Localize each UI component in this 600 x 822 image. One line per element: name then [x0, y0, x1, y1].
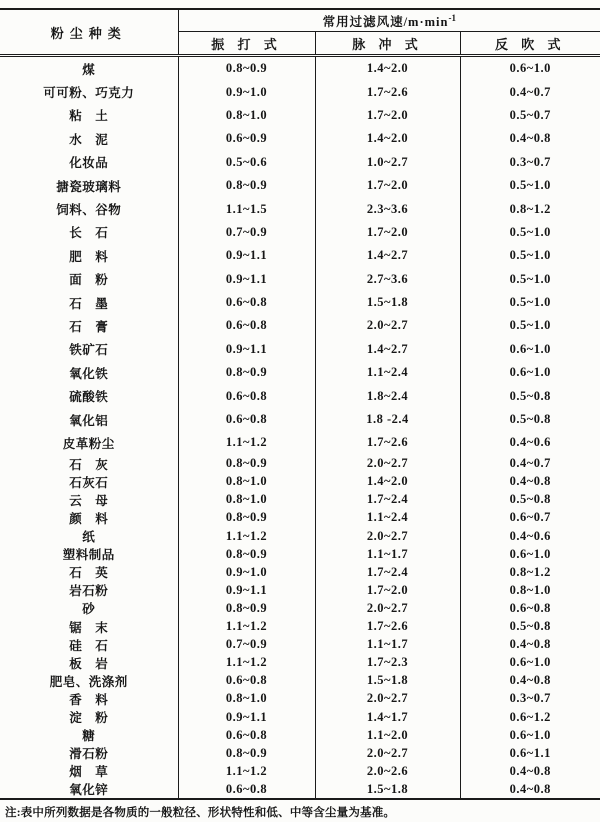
- table-row: [0, 563, 600, 581]
- filter-speed-value-cell: 0.5~1.0: [460, 244, 600, 267]
- filter-speed-value-cell: 2.0~2.7: [315, 527, 460, 545]
- filter-speed-title: 常用过滤风速/m·min: [322, 14, 449, 29]
- filter-speed-value-cell: 0.6~0.7: [460, 509, 600, 527]
- filter-speed-value-cell: 1.1~1.2: [178, 617, 315, 635]
- dust-type-cell: 氧化锌: [69, 783, 109, 798]
- table-row: [0, 545, 600, 563]
- table-row: [0, 244, 600, 267]
- filter-speed-value-cell: 1.7~2.4: [315, 563, 460, 581]
- filter-speed-value-cell: 0.5~0.7: [460, 104, 600, 127]
- filter-speed-value-cell: 0.4~0.8: [460, 780, 600, 799]
- table-row: [0, 581, 600, 599]
- filter-speed-value-cell: 0.6~1.0: [460, 338, 600, 361]
- column-header-pulse-type: 脉 冲 式: [315, 32, 460, 56]
- column-header-dust-type: 粉尘种类: [0, 9, 178, 56]
- filter-speed-value-cell: 0.6~0.8: [178, 780, 315, 799]
- filter-speed-value-cell: 2.0~2.7: [315, 455, 460, 473]
- filter-speed-value-cell: 1.1~2.4: [315, 361, 460, 384]
- filter-speed-value-cell: 0.6~0.8: [178, 408, 315, 431]
- filter-speed-value-cell: 0.6~0.9: [178, 127, 315, 150]
- filter-speed-value-cell: 1.1~1.7: [315, 636, 460, 654]
- table-row: [0, 314, 600, 337]
- table-row: [0, 636, 600, 654]
- filter-speed-value-cell: 0.5~0.6: [178, 151, 315, 174]
- table-row: [0, 338, 600, 361]
- filter-speed-value-cell: 2.0~2.7: [315, 690, 460, 708]
- column-header-vibrating-type: 振 打 式: [178, 32, 315, 56]
- filter-speed-value-cell: 1.5~1.8: [315, 780, 460, 799]
- filter-speed-value-cell: 0.8~1.0: [178, 491, 315, 509]
- table-row: [0, 408, 600, 431]
- dust-type-cell: 化妆品: [69, 156, 109, 171]
- filter-speed-value-cell: 0.9~1.1: [178, 244, 315, 267]
- filter-speed-value-cell: 1.7~2.6: [315, 80, 460, 103]
- filter-speed-value-cell: 0.8~0.9: [178, 744, 315, 762]
- filter-speed-value-cell: 0.6~1.0: [460, 726, 600, 744]
- dust-type-cell: 石灰石: [69, 475, 109, 490]
- dust-type-cell: 饲料、谷物: [56, 203, 122, 218]
- filter-speed-value-cell: 0.9~1.0: [178, 80, 315, 103]
- filter-speed-value-cell: 0.8~1.0: [460, 581, 600, 599]
- filter-speed-value-cell: 0.6~1.0: [460, 545, 600, 563]
- dust-type-cell: 石 英: [69, 566, 109, 581]
- dust-type-cell: 肥 料: [69, 249, 109, 264]
- filter-speed-value-cell: 0.4~0.6: [460, 527, 600, 545]
- filter-speed-value-cell: 0.5~1.0: [460, 314, 600, 337]
- filter-speed-value-cell: 1.7~2.4: [315, 491, 460, 509]
- filter-speed-value-cell: 0.8~1.0: [178, 104, 315, 127]
- table-body: [0, 56, 600, 800]
- filter-speed-value-cell: 0.8~1.0: [178, 690, 315, 708]
- filter-speed-value-cell: 0.4~0.8: [460, 127, 600, 150]
- table-row: [0, 104, 600, 127]
- filter-speed-value-cell: 0.5~0.8: [460, 384, 600, 407]
- table-row: [0, 654, 600, 672]
- filter-speed-value-cell: 1.4~2.0: [315, 127, 460, 150]
- column-header-back-blow-type: 反 吹 式: [460, 32, 600, 56]
- filter-speed-value-cell: 0.3~0.7: [460, 151, 600, 174]
- dust-type-cell: 硫酸铁: [69, 390, 109, 405]
- filter-speed-value-cell: 0.7~0.9: [178, 221, 315, 244]
- table-row: [0, 473, 600, 491]
- dust-type-cell: 可可粉、巧克力: [43, 86, 135, 101]
- filter-speed-value-cell: 1.1~2.0: [315, 726, 460, 744]
- dust-type-cell: 氧化铁: [69, 366, 109, 381]
- filter-speed-value-cell: 0.6~0.8: [178, 672, 315, 690]
- filter-speed-value-cell: 2.0~2.7: [315, 744, 460, 762]
- filter-speed-value-cell: 0.9~1.0: [178, 563, 315, 581]
- dust-type-cell: 烟 草: [69, 765, 109, 780]
- table-row: [0, 708, 600, 726]
- dust-type-cell: 颜 料: [69, 511, 109, 526]
- dust-type-cell: 铁矿石: [69, 343, 109, 358]
- filter-speed-value-cell: 1.8 -2.4: [315, 408, 460, 431]
- filter-speed-value-cell: 0.8~0.9: [178, 174, 315, 197]
- table-footnote: 注:表中所列数据是各物质的一般粒径、形状特性和低、中等含尘量为基准。: [5, 807, 396, 820]
- filter-speed-value-cell: 1.8~2.4: [315, 384, 460, 407]
- table-row: [0, 221, 600, 244]
- dust-type-cell: 砂: [82, 602, 96, 617]
- filter-speed-value-cell: 0.6~1.1: [460, 744, 600, 762]
- table-row: [0, 431, 600, 454]
- filter-speed-value-cell: 1.7~2.0: [315, 221, 460, 244]
- filter-speed-value-cell: 0.9~1.1: [178, 708, 315, 726]
- filter-speed-value-cell: 0.6~0.8: [178, 291, 315, 314]
- dust-type-cell: 云 母: [69, 493, 109, 508]
- filter-speed-value-cell: 1.1~1.5: [178, 197, 315, 220]
- dust-type-cell: 水 泥: [69, 132, 109, 147]
- filter-speed-value-cell: 0.5~1.0: [460, 268, 600, 291]
- dust-type-cell: 糖: [82, 729, 96, 744]
- filter-speed-value-cell: 0.8~0.9: [178, 56, 315, 81]
- filter-speed-value-cell: 1.7~2.6: [315, 431, 460, 454]
- filter-speed-value-cell: 0.7~0.9: [178, 636, 315, 654]
- filter-speed-value-cell: 0.8~0.9: [178, 509, 315, 527]
- filter-speed-value-cell: 1.1~1.2: [178, 431, 315, 454]
- filter-speed-value-cell: 2.7~3.6: [315, 268, 460, 291]
- filter-speed-value-cell: 0.4~0.8: [460, 636, 600, 654]
- filter-speed-value-cell: 1.5~1.8: [315, 291, 460, 314]
- table-row: [0, 672, 600, 690]
- dust-type-cell: 淀 粉: [69, 711, 109, 725]
- filter-speed-value-cell: 0.4~0.8: [460, 473, 600, 491]
- dust-type-cell: 粘 土: [69, 109, 109, 124]
- dust-type-cell: 锯 末: [69, 620, 109, 635]
- dust-filter-speed-table: [0, 8, 600, 800]
- filter-speed-value-cell: 1.1~2.4: [315, 509, 460, 527]
- dust-type-cell: 香 料: [69, 692, 109, 707]
- dust-type-cell: 长 石: [69, 226, 109, 241]
- filter-speed-value-cell: 0.5~1.0: [460, 174, 600, 197]
- filter-speed-value-cell: 0.6~1.0: [460, 361, 600, 384]
- table-row: [0, 744, 600, 762]
- filter-speed-value-cell: 1.4~2.7: [315, 338, 460, 361]
- dust-type-cell: 纸: [82, 530, 96, 545]
- filter-speed-value-cell: 1.7~2.0: [315, 174, 460, 197]
- table-row: [0, 491, 600, 509]
- dust-type-cell: 肥皂、洗涤剂: [49, 674, 128, 689]
- table-row: [0, 268, 600, 291]
- dust-type-cell: 皮革粉尘: [62, 436, 115, 451]
- table-row: [0, 455, 600, 473]
- filter-speed-value-cell: 0.4~0.8: [460, 762, 600, 780]
- dust-type-cell: 岩石粉: [69, 584, 109, 599]
- filter-speed-value-cell: 0.8~1.2: [460, 563, 600, 581]
- filter-speed-value-cell: 0.6~1.2: [460, 708, 600, 726]
- filter-speed-value-cell: 0.8~0.9: [178, 545, 315, 563]
- filter-speed-value-cell: 1.5~1.8: [315, 672, 460, 690]
- filter-speed-value-cell: 0.6~0.8: [178, 384, 315, 407]
- filter-speed-value-cell: 1.7~2.3: [315, 654, 460, 672]
- filter-speed-value-cell: 0.5~0.8: [460, 408, 600, 431]
- filter-speed-value-cell: 0.4~0.8: [460, 672, 600, 690]
- filter-speed-value-cell: 0.8~0.9: [178, 599, 315, 617]
- dust-type-cell: 搪瓷玻璃料: [56, 179, 122, 194]
- filter-speed-value-cell: 1.7~2.0: [315, 104, 460, 127]
- filter-speed-value-cell: 2.0~2.7: [315, 314, 460, 337]
- filter-speed-value-cell: 1.7~2.6: [315, 617, 460, 635]
- filter-speed-value-cell: 1.1~1.2: [178, 654, 315, 672]
- dust-type-cell: 板 岩: [69, 656, 109, 671]
- table-row: [0, 762, 600, 780]
- filter-speed-value-cell: 1.7~2.0: [315, 581, 460, 599]
- table-row: [0, 80, 600, 103]
- table-row: [0, 361, 600, 384]
- filter-speed-value-cell: 0.5~0.8: [460, 491, 600, 509]
- table-row: [0, 127, 600, 150]
- dust-type-cell: 煤: [82, 62, 96, 77]
- filter-speed-value-cell: 1.4~1.7: [315, 708, 460, 726]
- filter-speed-value-cell: 0.6~1.0: [460, 56, 600, 81]
- filter-speed-value-cell: 1.0~2.7: [315, 151, 460, 174]
- table-row: [0, 509, 600, 527]
- dust-type-cell: 石 灰: [69, 457, 109, 472]
- dust-type-cell: 塑料制品: [62, 548, 115, 563]
- filter-speed-value-cell: 2.0~2.6: [315, 762, 460, 780]
- filter-speed-value-cell: 1.4~2.0: [315, 56, 460, 81]
- filter-speed-value-cell: 0.8~0.9: [178, 455, 315, 473]
- table-row: [0, 151, 600, 174]
- filter-speed-value-cell: 0.5~1.0: [460, 291, 600, 314]
- filter-speed-value-cell: 0.5~1.0: [460, 221, 600, 244]
- table-row: [0, 527, 600, 545]
- filter-speed-value-cell: 0.6~1.0: [460, 654, 600, 672]
- filter-speed-value-cell: 0.6~0.8: [460, 599, 600, 617]
- dust-type-cell: 氧化铝: [69, 413, 109, 428]
- table-row: [0, 174, 600, 197]
- table-row: [0, 291, 600, 314]
- table-row: [0, 599, 600, 617]
- dust-type-cell: 滑石粉: [69, 747, 109, 762]
- filter-speed-value-cell: 1.4~2.7: [315, 244, 460, 267]
- filter-speed-value-cell: 1.1~1.7: [315, 545, 460, 563]
- filter-speed-value-cell: 0.9~1.1: [178, 268, 315, 291]
- table-row: [0, 690, 600, 708]
- filter-speed-value-cell: 1.4~2.0: [315, 473, 460, 491]
- filter-speed-exponent: -1: [448, 12, 456, 23]
- filter-speed-value-cell: 0.6~0.8: [178, 314, 315, 337]
- table-row: [0, 56, 600, 81]
- filter-speed-value-cell: 0.8~1.0: [178, 473, 315, 491]
- filter-speed-value-cell: 0.4~0.6: [460, 431, 600, 454]
- filter-speed-value-cell: 0.9~1.1: [178, 581, 315, 599]
- table-row: [0, 384, 600, 407]
- filter-speed-value-cell: 0.4~0.7: [460, 455, 600, 473]
- filter-speed-value-cell: 1.1~1.2: [178, 762, 315, 780]
- table-row: [0, 617, 600, 635]
- table-row: [0, 197, 600, 220]
- filter-speed-value-cell: 1.1~1.2: [178, 527, 315, 545]
- dust-type-cell: 硅 石: [69, 638, 109, 653]
- column-header-filter-speed: [178, 9, 600, 32]
- filter-speed-value-cell: 0.4~0.7: [460, 80, 600, 103]
- dust-type-cell: 面 粉: [69, 273, 109, 288]
- filter-speed-value-cell: 0.8~1.2: [460, 197, 600, 220]
- dust-type-cell: 石 墨: [69, 296, 109, 311]
- filter-speed-value-cell: 0.5~0.8: [460, 617, 600, 635]
- dust-type-cell: 石 膏: [69, 319, 109, 334]
- filter-speed-value-cell: 0.8~0.9: [178, 361, 315, 384]
- filter-speed-value-cell: 0.9~1.1: [178, 338, 315, 361]
- filter-speed-value-cell: 2.0~2.7: [315, 599, 460, 617]
- table-row: [0, 780, 600, 799]
- filter-speed-value-cell: 2.3~3.6: [315, 197, 460, 220]
- table-header: [0, 9, 600, 56]
- table-row: [0, 726, 600, 744]
- filter-speed-value-cell: 0.3~0.7: [460, 690, 600, 708]
- filter-speed-value-cell: 0.6~0.8: [178, 726, 315, 744]
